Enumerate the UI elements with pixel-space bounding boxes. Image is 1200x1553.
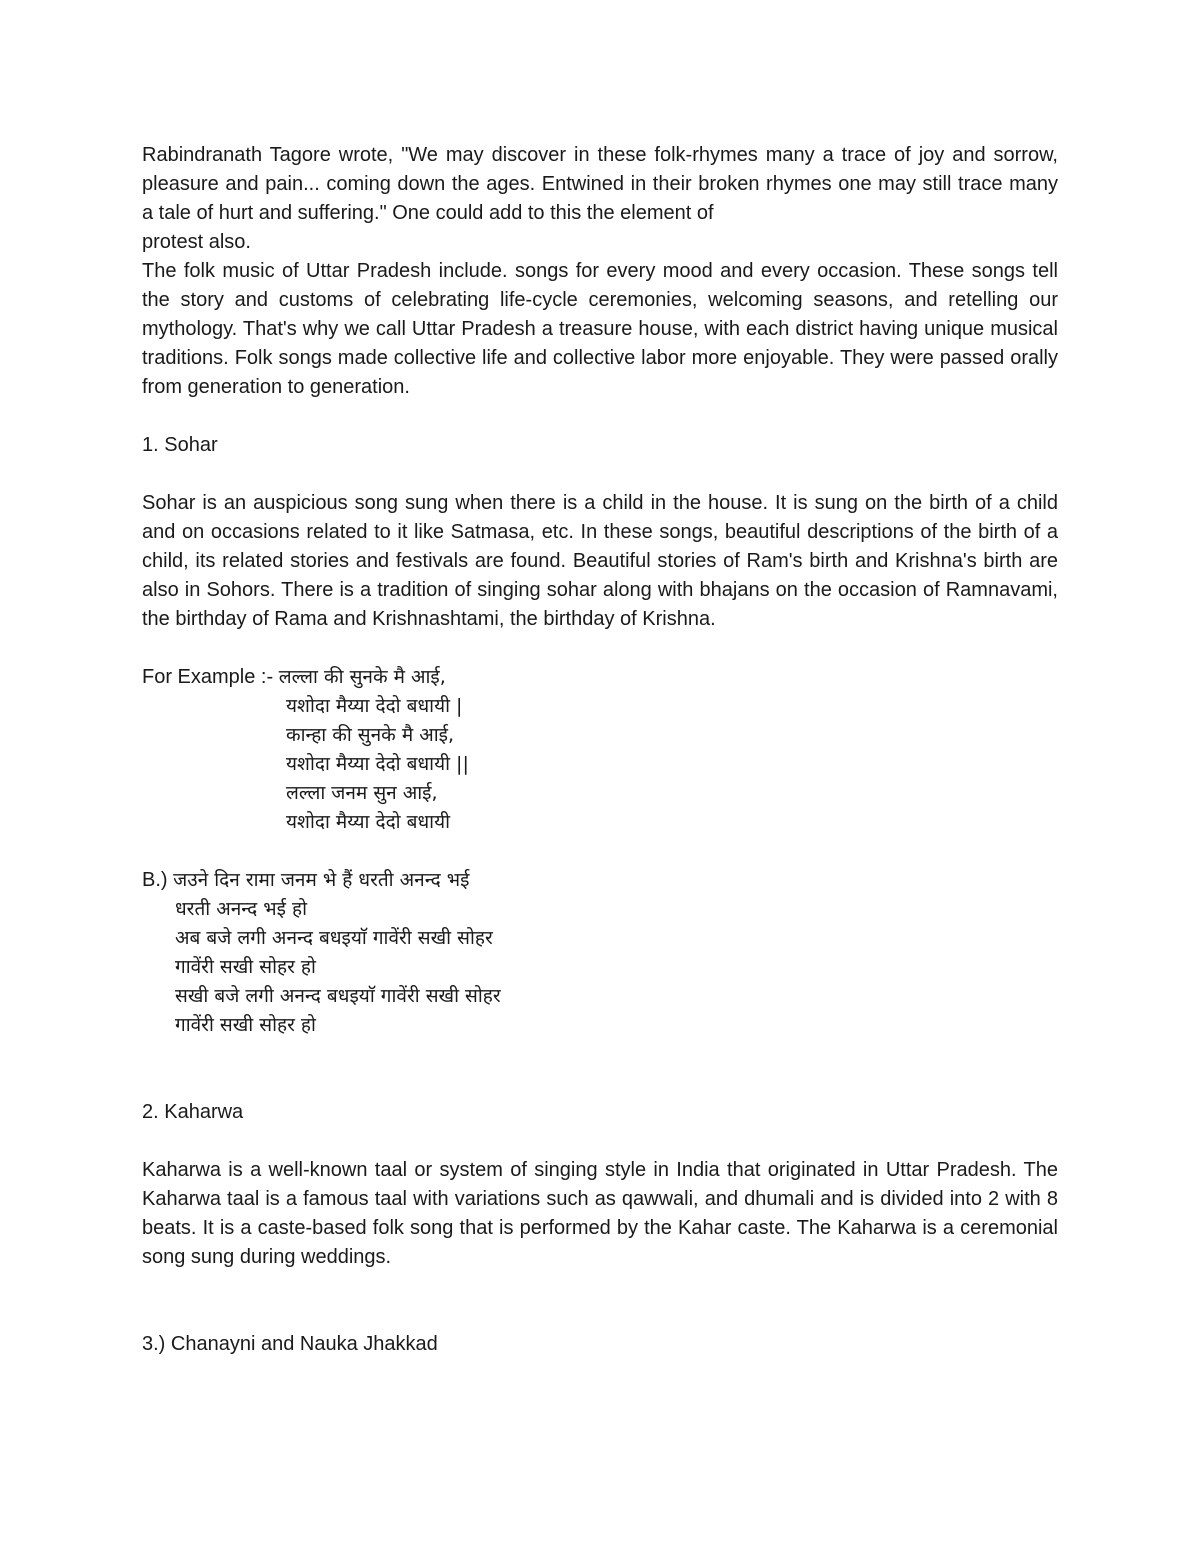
intro-tail: protest also.: [142, 231, 251, 253]
example-b-line: गावेंरी सखी सोहर हो: [175, 956, 316, 978]
example-b-line: अब बजे लगी अनन्द बधइयाॅ गावेंरी सखी सोहर: [175, 927, 493, 949]
folk-music-paragraph: The folk music of Uttar Pradesh include. songs for every mood and every occasion. These songs tell the story and customs of celebrating life-cycle ceremonies, welcoming seasons, and retelling our mythology. That's why we call Uttar Pradesh a treasure house, with each district having unique musical traditions. Folk songs made collective life and collective labor more enjoyable. They were passed orally from generation to generation.: [142, 260, 1058, 398]
sohar-paragraph: Sohar is an auspicious song sung when there is a child in the house. It is sung on the birth of a child and on occasions related to it like Satmasa, etc. In these songs, beautiful descriptions of the birth of a child, its related stories and festivals are found. Beautiful stories of Ram's birth and Krishna's birth are also in Sohors. There is a tradition of singing sohar along with bhajans on the occasion of Ramnavami, the birthday of Rama and Krishnashtami, the birthday of Krishna.: [142, 492, 1058, 630]
document-page: [142, 141, 1058, 1359]
intro-paragraph: [142, 141, 1058, 228]
example-b-line: धरती अनन्द भई हो: [175, 898, 308, 920]
example-b-first-line: [142, 866, 1058, 895]
sohar-example-b: [142, 866, 1058, 1040]
example-line: यशोदा मैय्या देदो बधायी |: [286, 695, 463, 717]
sohar-example: [142, 663, 1058, 837]
example-b-label: B.): [142, 869, 168, 891]
kaharwa-paragraph: Kaharwa is a well-known taal or system of singing style in India that originated in Uttar Pradesh. The Kaharwa taal is a famous taal with variations such as qawwali, and dhumali and is divided into 2 with 8 beats. It is a caste-based folk song that is performed by the Kahar caste. The Kaharwa is a ceremonial song sung during weddings.: [142, 1159, 1058, 1268]
example-line: लल्ला की सुनके मै आई,: [278, 666, 446, 688]
example-first-line: [142, 663, 1058, 692]
example-label: For Example :-: [142, 666, 274, 688]
example-line: यशोदा मैय्या देदो बधायी ||: [286, 753, 469, 775]
example-line: लल्ला जनम सुन आई,: [286, 782, 438, 804]
example-line: कान्हा की सुनके मै आई,: [286, 724, 455, 746]
intro-text: Rabindranath Tagore wrote, "We may discover in these folk-rhymes many a trace of joy and sorrow, pleasure and pain... coming down the ages. Entwined in their broken rhymes one may still trace many a tale of hurt and suffering." One could add to this the element of: [142, 144, 1058, 224]
example-b-line: जउने दिन रामा जनम भे हैं धरती अनन्द भई: [173, 869, 470, 891]
section-heading-sohar: 1. Sohar: [142, 434, 218, 456]
example-line: यशोदा मैय्या देदो बधायी: [286, 811, 451, 833]
example-b-line: सखी बजे लगी अनन्द बधइयाॅ गावेंरी सखी सोहर: [175, 985, 501, 1007]
section-heading-chanayni: 3.) Chanayni and Nauka Jhakkad: [142, 1333, 438, 1355]
example-b-line: गावेंरी सखी सोहर हो: [175, 1014, 316, 1036]
section-heading-kaharwa: 2. Kaharwa: [142, 1101, 244, 1123]
